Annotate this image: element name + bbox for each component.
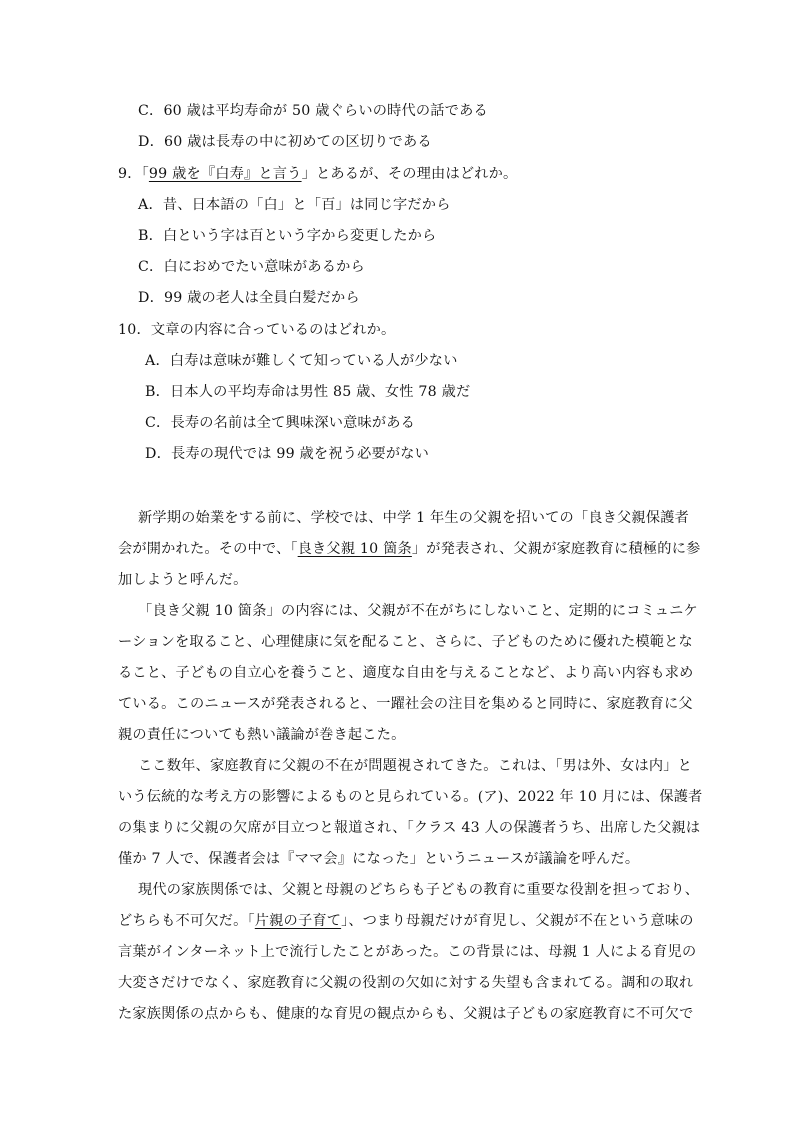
passage-p2-line2: ーションを取ること、心理健康に気を配ること、さらに、子どものために優れた模範とな: [118, 634, 693, 650]
q10-option-a: A．白寿は意味が難しくて知っている人が少ない: [145, 353, 458, 369]
passage-p1-line2: [118, 539, 700, 559]
q9-underlined-quote: 99 歳を『白寿』と言う: [148, 166, 302, 182]
passage-p2-line4: ている。このニュースが発表されると、一躍社会の注目を集めると同時に、家庭教育に父: [118, 696, 693, 712]
passage-underlined-ten-rules: 良き父親 10 箇条: [297, 541, 412, 557]
q9-option-d: D．99 歳の老人は全員白髪だから: [138, 290, 360, 306]
passage-p4-line2-a: どちらも不可欠だ。「: [118, 913, 255, 929]
q9-option-a: A．昔、日本語の「白」と「百」は同じ字だから: [138, 197, 451, 213]
passage-p4-line1: 現代の家族関係では、父親と母親のどちらも子どもの教育に重要な役割を担っており、: [138, 882, 700, 898]
passage-p1-line3: 加しようと呼んだ。: [118, 572, 248, 588]
q9-prefix: 9．「: [118, 166, 149, 182]
passage-p3-line3: の集まりに父親の欠席が目立つと報道され、「クラス 43 人の保護者うち、出席した父親は: [118, 820, 701, 836]
passage-p3-line2: いう伝統的な考え方の影響によるものと見られている。(ア)、2022 年 10 月には、保護者: [118, 789, 703, 805]
q10-option-b: B．日本人の平均寿命は男性 85 歳、女性 78 歳だ: [145, 384, 471, 400]
q9-option-c: C．白におめでたい意味があるから: [138, 259, 365, 275]
q10-option-c: C．長寿の名前は全て興味深い意味がある: [145, 415, 416, 431]
passage-p4-line5: た家族関係の点からも、健康的な育児の観点からも、父親は子どもの家庭教育に不可欠で: [118, 1006, 694, 1022]
passage-p2-line3: ること、子どもの自立心を養うこと、適度な自由を与えることなど、より高い内容も求め: [118, 665, 694, 681]
passage-p2-line5: 親の責任についても熱い議論が巻き起こた。: [118, 727, 406, 743]
q8-option-c: C．60 歳は平均寿命が 50 歳ぐらいの時代の話である: [138, 103, 488, 119]
passage-p1-line2-b: 」が発表され、父親が家庭教育に積極的に参: [411, 541, 701, 557]
passage-underlined-single-parent: 片親の子育て: [254, 913, 342, 929]
passage-p3-line4: 僅か 7 人で、保護者会は『ママ会』になった」というニュースが議論を呼んだ。: [118, 851, 640, 867]
passage-p4-line3: 言葉がインターネット上で流行したことがあった。この背景には、母親 1 人による育児の: [118, 944, 697, 960]
q9-option-b: B．白という字は百という字から変更したから: [138, 228, 437, 244]
passage-p1-line1: 新学期の始業をする前に、学校では、中学 1 年生の父親を招いての「良き父親保護者: [138, 510, 689, 526]
passage-p1-line2-a: 会が開かれた。その中で、「: [118, 541, 298, 557]
q9-question: [118, 164, 517, 184]
passage-p4-line2-b: 」、つまり母親だけが育児し、父親が不在という意味の: [341, 913, 694, 929]
passage-p2-line1: 「良き父親 10 箇条」の内容には、父親が不在がちにしないこと、定期的にコミュニケ: [138, 603, 698, 619]
passage-p3-line1: ここ数年、家庭教育に父親の不在が問題視されてきた。これは、「男は外、女は内」と: [138, 758, 693, 774]
passage-p4-line4: 大変さだけでなく、家庭教育に父親の役割の欠如に対する失望も含まれてる。調和の取れ: [118, 975, 694, 991]
passage-p4-line2: [118, 911, 694, 931]
q10-option-d: D．長寿の現代では 99 歳を祝う必要がない: [145, 446, 430, 462]
q8-option-d: D．60 歳は長寿の中に初めての区切りである: [138, 134, 432, 150]
q9-suffix: 」とあるが、その理由はどれか。: [301, 166, 518, 182]
q10-question: 10．文章の内容に合っているのはどれか。: [118, 322, 396, 338]
